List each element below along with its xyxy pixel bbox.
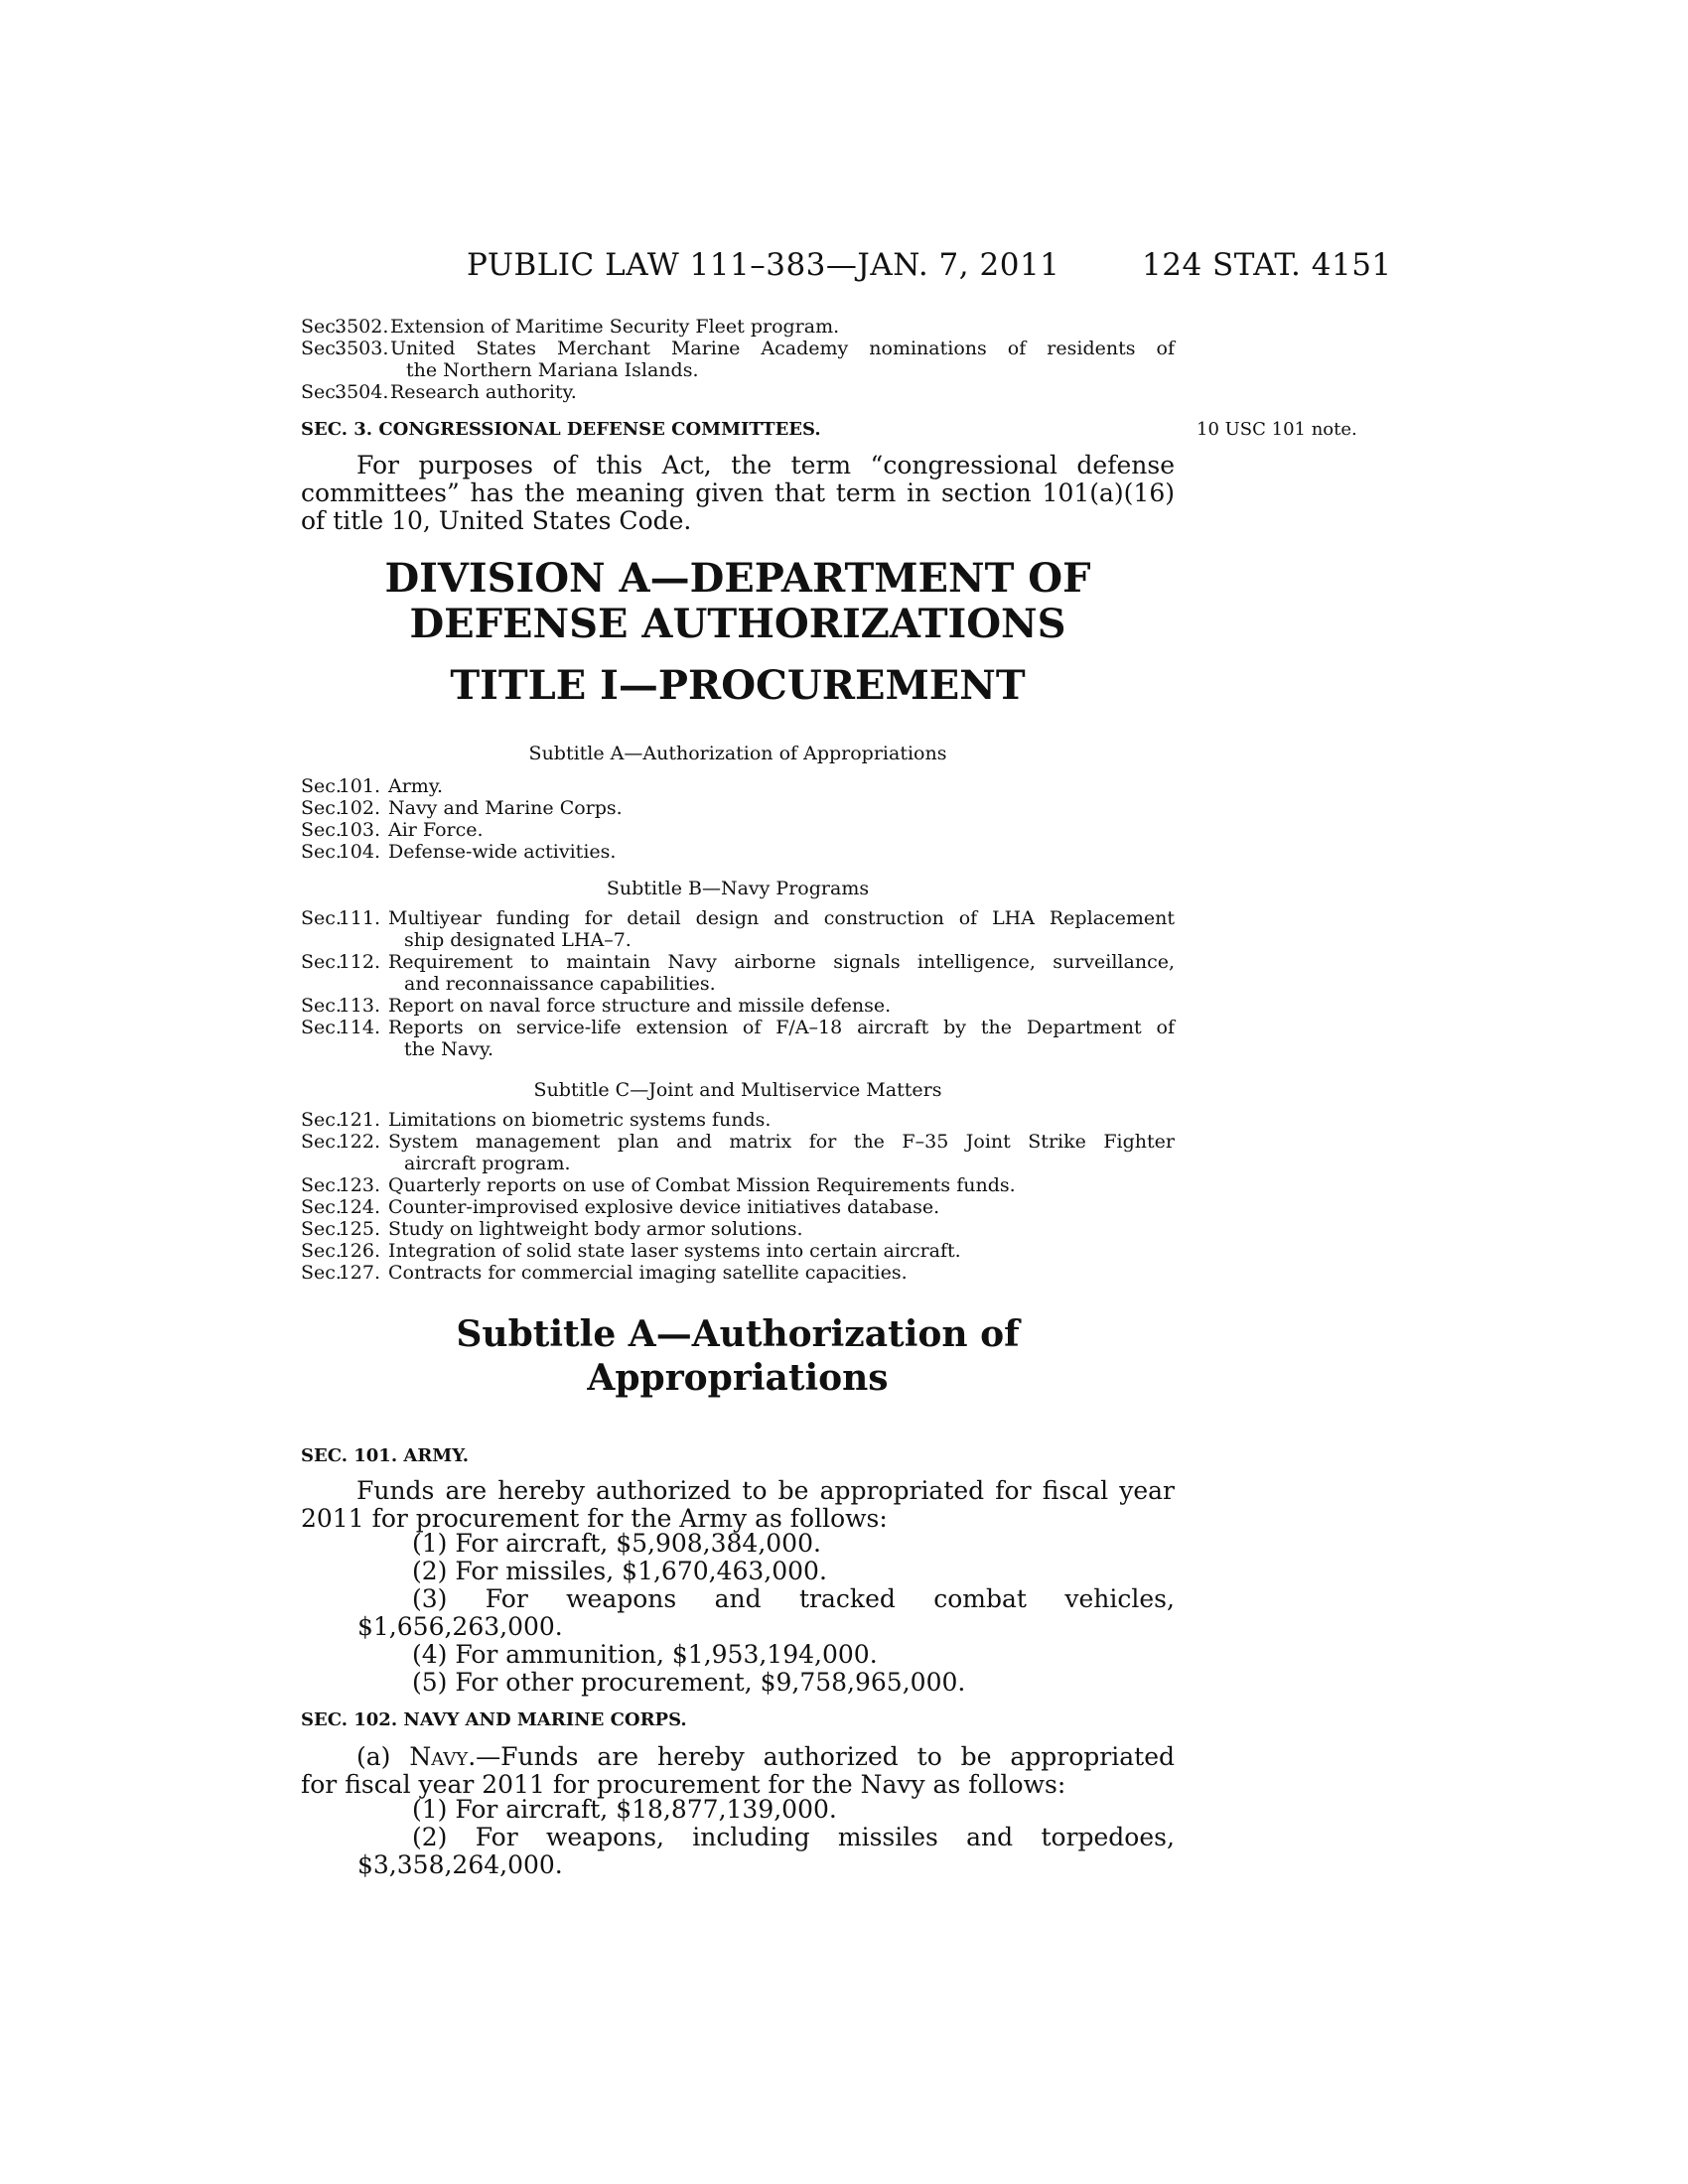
toc-item: Sec. 3502. Extension of Maritime Security Fleet program. (301, 316, 840, 338)
toc-item: Sec. 127. Contracts for commercial imaging satellite capacities. (301, 1262, 908, 1284)
section-heading: SEC. 3. CONGRESSIONAL DEFENSE COMMITTEES. (301, 419, 821, 440)
list-item: (5) For other procurement, $9,758,965,000. (412, 1668, 966, 1697)
list-item: (1) For aircraft, $5,908,384,000. (412, 1529, 821, 1558)
division-heading: DIVISION A—DEPARTMENT OF DEFENSE AUTHORIZATIONS (384, 555, 1091, 647)
toc-item: Sec. 103. Air Force. (301, 819, 484, 841)
list-item: (2) For weapons, including missiles and torpedoes, (412, 1823, 1175, 1851)
toc-item: Sec. 125. Study on lightweight body armor solutions. (301, 1218, 803, 1240)
section-102-intro: (a) Navy.—Funds are hereby authorized to be appropriated for fiscal year 2011 for procurement for the Navy as follows: (301, 1742, 1176, 1799)
toc-item: Sec. 3504. Research authority. (301, 381, 577, 403)
toc-item: Sec. 101. Army. (301, 775, 444, 797)
list-item: (1) For aircraft, $18,877,139,000. (412, 1795, 837, 1824)
toc-item: Sec. 124. Counter-improvised explosive device initiatives database. (301, 1196, 940, 1218)
section-heading: SEC. 101. ARMY. (301, 1445, 470, 1466)
toc-item: Sec. 3503. United States Merchant Marine Academy nominations of residents of the Northern Mariana Islands. (301, 338, 1175, 381)
list-item: (3) For weapons and tracked combat vehicles, (412, 1584, 1175, 1613)
toc-item: Sec. 123. Quarterly reports on use of Combat Mission Requirements funds. (301, 1174, 1016, 1196)
section-3-body: For purposes of this Act, the term “congressional defense committees” has the meaning given that term in section 101(a)(16) of title 10, United States Code. (301, 451, 1175, 535)
section-heading: SEC. 102. NAVY AND MARINE CORPS. (301, 1709, 687, 1730)
toc-item: Sec. 121. Limitations on biometric systems funds. (301, 1109, 772, 1131)
toc-item: Sec. 113. Report on naval force structure and missile defense. (301, 995, 892, 1017)
toc-item: Sec. 102. Navy and Marine Corps. (301, 797, 623, 819)
toc-subtitle-a (301, 775, 1175, 863)
toc-item: Sec. 111. Multiyear funding for detail design and construction of LHA Replacement ship designated LHA–7. (301, 907, 1175, 951)
title-heading: TITLE I—PROCUREMENT (450, 662, 1026, 709)
running-header-stat: 124 STAT. 4151 (1142, 247, 1392, 283)
toc-item: Sec. 114. Reports on service-life extension of F/A–18 aircraft by the Department of the Navy. (301, 1017, 1175, 1060)
margin-note: 10 USC 101 note. (1196, 419, 1357, 440)
toc-subtitle-b-label: Subtitle B—Navy Programs (606, 878, 870, 899)
list-item-continuation: $1,656,263,000. (357, 1612, 563, 1641)
toc-subtitle-b (301, 907, 1175, 1060)
section-101-intro: Funds are hereby authorized to be appropriated for fiscal year 2011 for procurement for the Army as follows: (301, 1476, 1175, 1533)
toc-top (301, 316, 1175, 403)
toc-item: Sec. 104. Defense-wide activities. (301, 841, 617, 863)
toc-subtitle-c (301, 1109, 1175, 1284)
toc-subtitle-a-label: Subtitle A—Authorization of Appropriations (528, 743, 947, 764)
toc-item: Sec. 126. Integration of solid state laser systems into certain aircraft. (301, 1240, 961, 1262)
toc-item: Sec. 122. System management plan and matrix for the F–35 Joint Strike Fighter aircraft program. (301, 1131, 1175, 1174)
list-item: (2) For missiles, $1,670,463,000. (412, 1557, 827, 1585)
toc-item: Sec. 112. Requirement to maintain Navy airborne signals intelligence, surveillance, and reconnaissance capabilities. (301, 951, 1175, 995)
list-item: (4) For ammunition, $1,953,194,000. (412, 1640, 878, 1669)
running-header-law: PUBLIC LAW 111–383—JAN. 7, 2011 (467, 247, 1060, 283)
list-item-continuation: $3,358,264,000. (357, 1850, 563, 1879)
subtitle-a-heading: Subtitle A—Authorization of Appropriations (456, 1313, 1020, 1399)
toc-subtitle-c-label: Subtitle C—Joint and Multiservice Matters (533, 1079, 942, 1101)
